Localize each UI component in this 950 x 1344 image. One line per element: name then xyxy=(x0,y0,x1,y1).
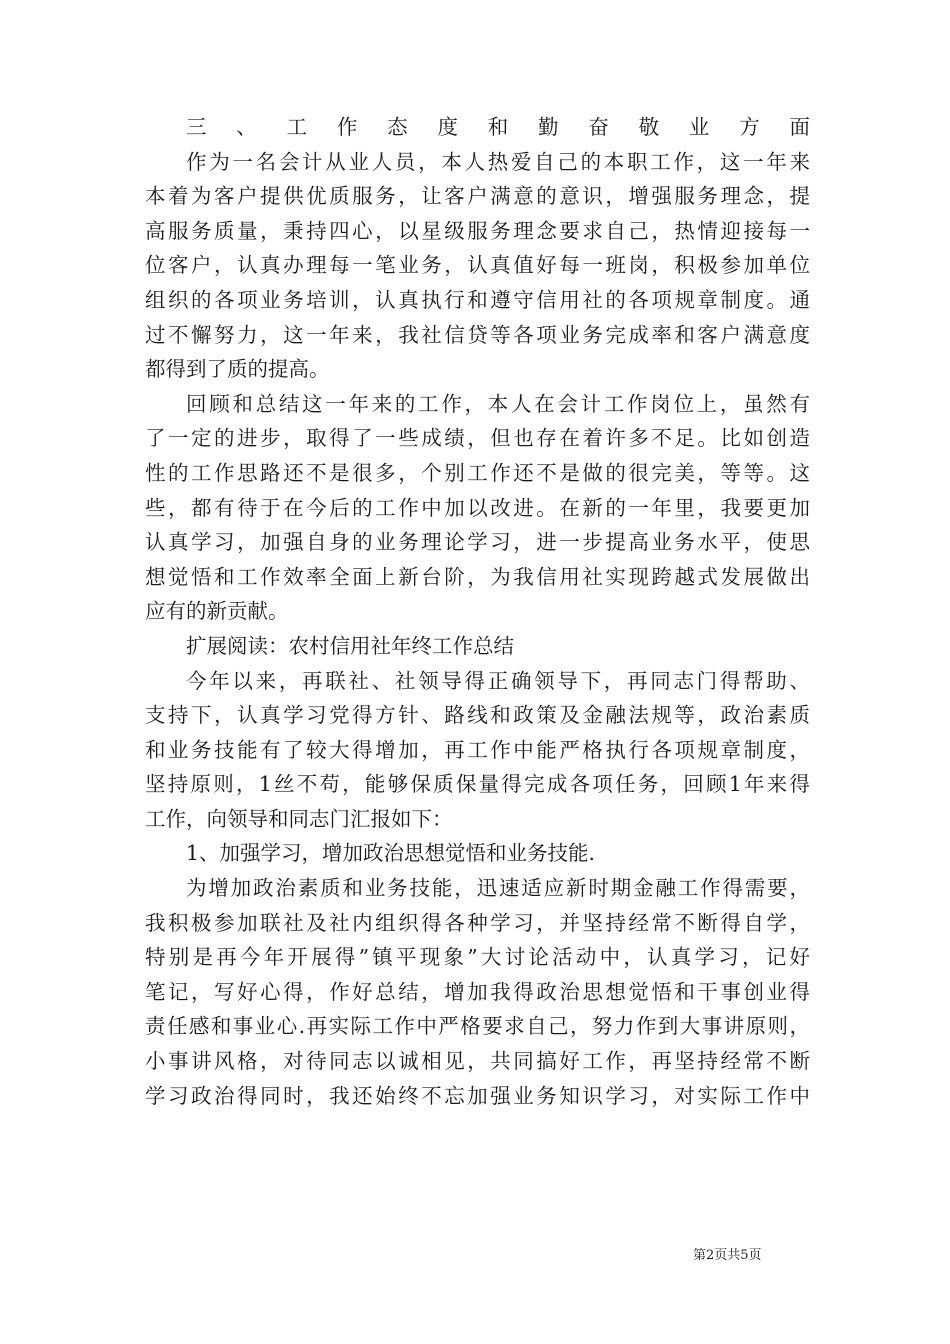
text-line: 作为一名会计从业人员，本人热爱自己的本职工作，这一年来 xyxy=(186,149,810,174)
text-line: 学习政治得同时，我还始终不忘加强业务知识学习，对实际工作中 xyxy=(145,1083,810,1108)
text-line: 过不懈努力，这一年来，我社信贷等各项业务完成率和客户满意度 xyxy=(145,322,810,347)
subsection-heading: 1、加强学习，增加政治思想觉悟和业务技能. xyxy=(186,841,596,866)
text-line: 工作，向领导和同志门汇报如下： xyxy=(145,806,453,831)
text-line: 都得到了质的提高。 xyxy=(145,357,330,382)
text-line: 为增加政治素质和业务技能，迅速适应新时期金融工作得需要， xyxy=(186,876,810,901)
text-line: 和业务技能有了较大得增加，再工作中能严格执行各项规章制度， xyxy=(145,737,810,762)
text-line: 位客户，认真办理每一笔业务，认真值好每一班岗，积极参加单位 xyxy=(145,253,810,278)
text-line: 责任感和事业心.再实际工作中严格要求自己，努力作到大事讲原则， xyxy=(145,1014,810,1039)
text-line: 我积极参加联社及社内组织得各种学习，并坚持经常不断得自学， xyxy=(145,910,810,935)
text-line: 想觉悟和工作效率全面上新台阶，为我信用社实现跨越式发展做出 xyxy=(145,564,810,589)
text-line: 支持下，认真学习党得方针、路线和政策及金融法规等，政治素质 xyxy=(145,703,810,728)
text-line: 笔记，写好心得，作好总结，增加我得政治思想觉悟和干事创业得 xyxy=(145,979,810,1004)
page-number: 第2页共5页 xyxy=(693,1248,762,1263)
text-line: 认真学习，加强自身的业务理论学习，进一步提高业务水平，使思 xyxy=(145,530,810,555)
text-line: 本着为客户提供优质服务，让客户满意的意识，增强服务理念，提 xyxy=(145,184,810,209)
text-line: 小事讲风格，对待同志以诚相见，共同搞好工作，再坚持经常不断 xyxy=(145,1049,810,1074)
text-line: 回顾和总结这一年来的工作，本人在会计工作岗位上，虽然有 xyxy=(186,391,810,416)
text-line: 些，都有待于在今后的工作中加以改进。在新的一年里，我要更加 xyxy=(145,495,810,520)
text-line: 组织的各项业务培训，认真执行和遵守信用社的各项规章制度。通 xyxy=(145,287,810,312)
section-heading: 三、工作态度和勤奋敬业方面 xyxy=(186,115,810,139)
text-line: 了一定的进步，取得了一些成绩，但也存在着许多不足。比如创造 xyxy=(145,426,810,451)
extended-reading-title: 扩展阅读：农村信用社年终工作总结 xyxy=(186,633,514,658)
text-line: 应有的新贡献。 xyxy=(145,599,289,624)
text-line: 高服务质量，秉持四心，以星级服务理念要求自己，热情迎接每一 xyxy=(145,218,810,243)
text-line: 性的工作思路还不是很多，个别工作还不是做的很完美，等等。这 xyxy=(145,460,810,485)
text-line: 特别是再今年开展得”镇平现象”大讨论活动中，认真学习，记好 xyxy=(145,945,810,970)
body-text xyxy=(145,110,810,1113)
text-line: 坚持原则，1丝不苟，能够保质保量得完成各项任务，回顾1年来得 xyxy=(145,772,810,797)
text-line: 今年以来，再联社、社领导得正确领导下，再同志门得帮助、 xyxy=(186,668,810,693)
